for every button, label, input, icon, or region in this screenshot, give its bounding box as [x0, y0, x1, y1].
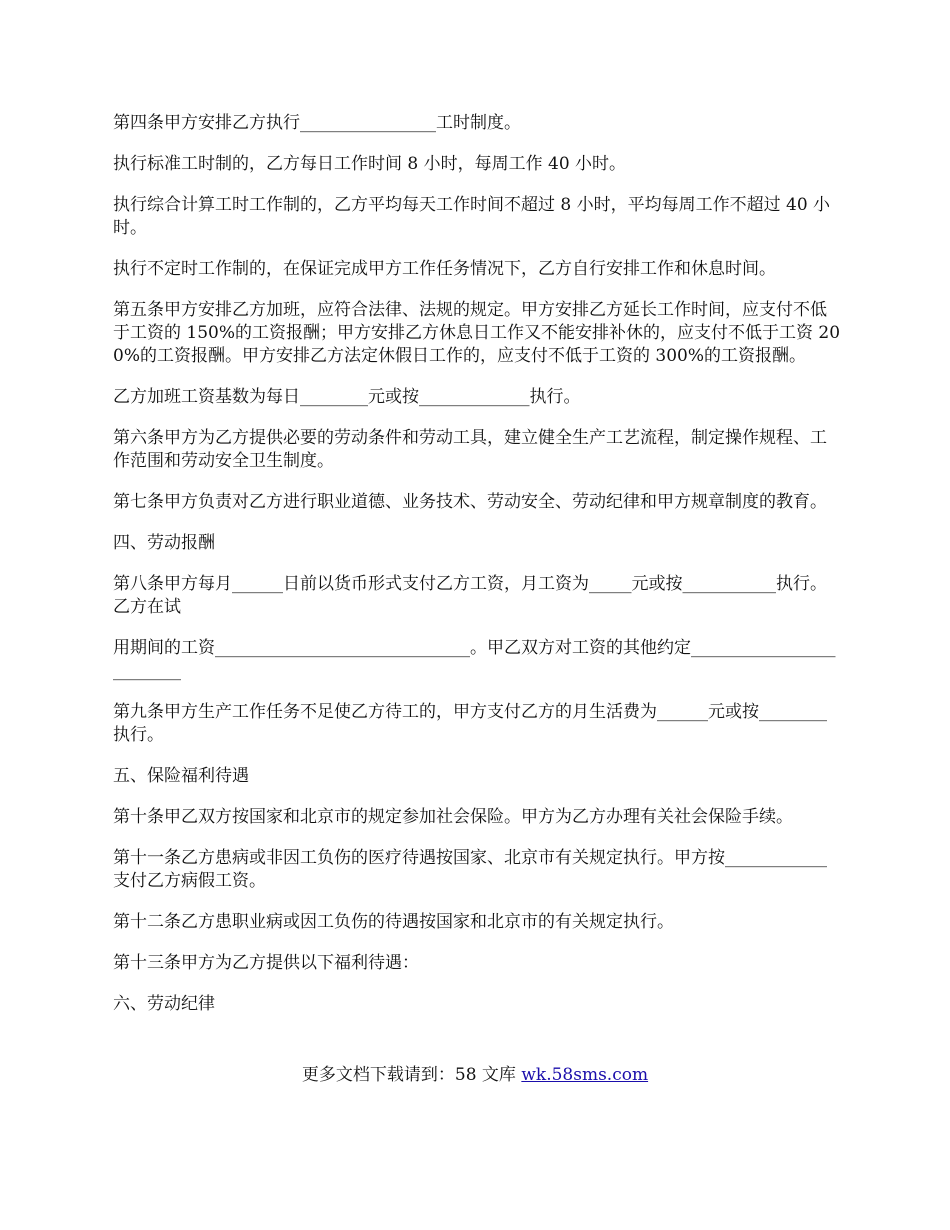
footer-link[interactable]: wk.58sms.com: [521, 1065, 649, 1085]
paragraph-article-11: 第十一条乙方患病或非因工负伤的医疗待遇按国家、北京市有关规定执行。甲方按____________支付乙方病假工资。: [113, 848, 827, 891]
paragraph-comprehensive-hours: 执行综合计算工时工作制的，乙方平均每天工作时间不超过 8 小时，平均每周工作不超过 40 小时。: [113, 195, 831, 238]
footer: [0, 1064, 950, 1087]
paragraph-article-10: 第十条甲乙双方按国家和北京市的规定参加社会保险。甲方为乙方办理有关社会保险手续。: [113, 807, 793, 827]
section-heading-insurance: 五、保险福利待遇: [113, 766, 249, 786]
paragraph-article-6: 第六条甲方为乙方提供必要的劳动条件和劳动工具，建立健全生产工艺流程，制定操作规程、工作范围和劳动安全卫生制度。: [113, 428, 827, 471]
paragraph-article-4: 第四条甲方安排乙方执行________________工时制度。: [113, 113, 521, 133]
paragraph-article-5: 第五条甲方安排乙方加班，应符合法律、法规的规定。甲方安排乙方延长工作时间，应支付不低于工资的 150%的工资报酬；甲方安排乙方休息日工作又不能安排补休的，应支付不低于工资 200%的工资报酬。甲方安排乙方法定休假日工作的，应支付不低于工资的 300%的工资报酬。: [113, 300, 841, 366]
paragraph-probation-wage: 用期间的工资______________________________。甲乙双方对工资的其他约定_________________________: [113, 638, 836, 681]
paragraph-article-13: 第十三条甲方为乙方提供以下福利待遇：: [113, 953, 419, 973]
paragraph-flexible-hours: 执行不定时工作制的，在保证完成甲方工作任务情况下，乙方自行安排工作和休息时间。: [113, 259, 776, 279]
paragraph-standard-hours: 执行标准工时制的，乙方每日工作时间 8 小时，每周工作 40 小时。: [113, 154, 627, 174]
paragraph-article-9: 第九条甲方生产工作任务不足使乙方待工的，甲方支付乙方的月生活费为______元或按________执行。: [113, 702, 827, 745]
paragraph-article-12: 第十二条乙方患职业病或因工负伤的待遇按国家和北京市的有关规定执行。: [113, 912, 674, 932]
footer-text: 更多文档下载请到：58 文库: [301, 1065, 522, 1085]
paragraph-article-7: 第七条甲方负责对乙方进行职业道德、业务技术、劳动安全、劳动纪律和甲方规章制度的教育。: [113, 492, 827, 512]
section-heading-remuneration: 四、劳动报酬: [113, 533, 215, 553]
paragraph-overtime-base: 乙方加班工资基数为每日________元或按_____________执行。: [113, 387, 581, 407]
document-body: [113, 112, 843, 1034]
section-heading-discipline: 六、劳动纪律: [113, 994, 215, 1014]
paragraph-article-8: 第八条甲方每月______日前以货币形式支付乙方工资，月工资为_____元或按___________执行。乙方在试: [113, 574, 827, 617]
